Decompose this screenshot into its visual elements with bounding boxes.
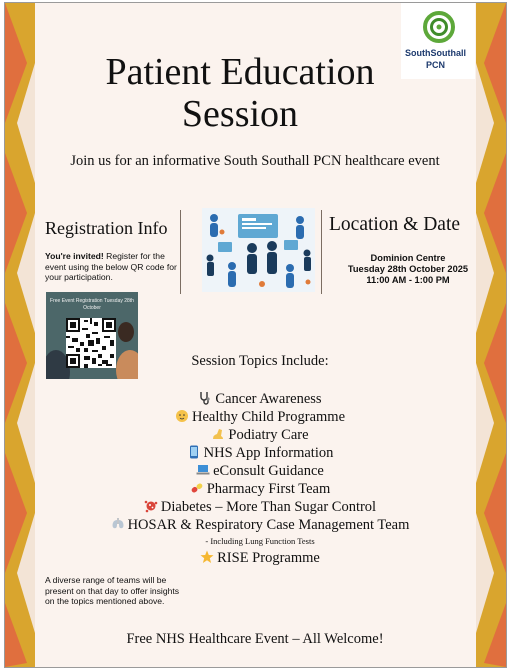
topic-label: Cancer Awareness [215,391,322,407]
topic-item [85,426,435,444]
foot-icon [211,427,225,441]
laptop-icon [196,463,210,477]
topic-label: eConsult Guidance [213,463,324,479]
topic-label: HOSAR & Respiratory Case Management Team [127,517,410,533]
intro-text: Join us for an informative South Southall PCN healthcare event [70,153,440,169]
footer-text: Free NHS Healthcare Event – All Welcome! [126,631,384,647]
topic-item [85,444,435,462]
pill-icon [190,481,204,495]
teams-note: A diverse range of teams will be present on that day to offer insights on the topics mentioned above. [45,575,180,606]
qr-card-title: Free Event Registration Tuesday 28th October [50,298,134,311]
topic-item [85,516,435,534]
registration-lead: You're invited! [45,251,104,261]
event-time: 11:00 AM - 1:00 PM [366,275,450,285]
topic-item [85,549,435,567]
topic-item [85,480,435,498]
logo-pcn: PCN [426,60,446,70]
poster [4,2,507,668]
stethoscope-icon [198,391,212,405]
microbe-icon [144,499,158,513]
event-date: Tuesday 28th October 2025 [347,264,469,274]
topic-label: Pharmacy First Team [206,481,331,497]
registration-text [45,251,180,283]
location-details [335,253,481,286]
location-heading: Location & Date [329,214,461,235]
topic-label: RISE Programme [217,550,320,566]
star-icon [200,550,214,564]
divider-left [180,210,181,294]
divider-right [321,210,322,294]
mobile-phone-icon [187,445,201,459]
spiral-logo-icon [423,9,455,45]
topic-sub-label: - Including Lung Function Tests [205,536,315,546]
logo-name: SouthSouthall [405,48,466,58]
healthcare-illustration [202,208,315,292]
topic-label: Healthy Child Programme [191,409,346,425]
topic-item [85,534,435,547]
page-title: Patient Education Session [105,51,375,135]
left-decorative-border [5,3,35,667]
topic-label: Podiatry Care [228,427,309,443]
right-decorative-border [476,3,506,667]
registration-body: Register for the event using the below QR code for your participation. [45,251,177,282]
topic-item [85,390,435,408]
topics-heading: Session Topics Include: [191,353,329,369]
topic-label: Diabetes – More Than Sugar Control [160,499,377,515]
topic-item [85,408,435,426]
registration-heading: Registration Info [45,218,168,238]
topic-item [85,498,435,516]
qr-code[interactable] [66,318,116,368]
topics-list [85,390,435,567]
venue: Dominion Centre [370,253,446,263]
baby-face-icon [175,409,189,423]
topic-label: NHS App Information [203,445,334,461]
lungs-icon [111,517,125,531]
topic-item [85,462,435,480]
